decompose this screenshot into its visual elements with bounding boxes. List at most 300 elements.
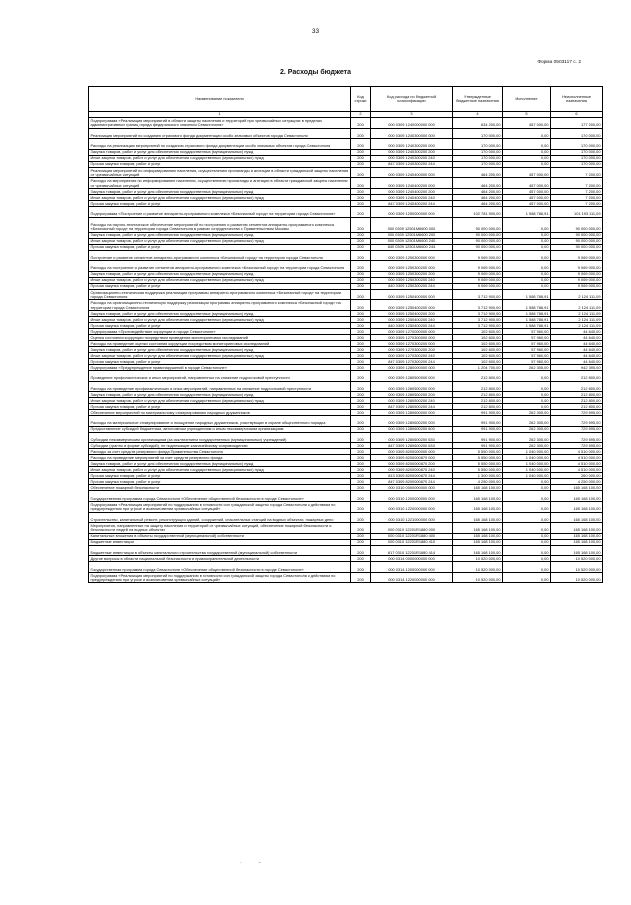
cell-classification-code: 000 0309 1270300000 000 xyxy=(371,334,453,340)
cell-classification-code: 000 0309 1250000000 000 xyxy=(371,206,453,217)
cell-name: Подпрограмма «Реализация мероприятий по поддержанию в готовности сил гражданской защиты города Севастополя к действиям по предупреждению при угрозе и возникновении чрезвычайных ситуаций» xyxy=(89,572,351,583)
cell-classification-code: 840 0309 1250400200 244 xyxy=(371,322,453,328)
cell-line-code: 200 xyxy=(351,283,371,289)
cell-name: Расходы на проведение профилактических и иных мероприятий, направленных на снижение подростковой преступности xyxy=(89,381,351,392)
cell-unexecuted: 2 124 111,09 xyxy=(551,289,603,300)
cell-name: Закупка товаров, работ и услуг для обеспечения государственных (муниципальных) нужд xyxy=(89,271,351,277)
cell-executed: 262 305,00 xyxy=(503,364,551,370)
cell-name: Прочая закупка товаров, работ и услуг xyxy=(89,479,351,485)
cell-approved: 3 712 900,00 xyxy=(453,316,503,322)
cell-classification-code: 000 0309 1270300200 200 xyxy=(371,346,453,352)
cell-name: Прочая закупка товаров, работ и услуг xyxy=(89,200,351,206)
column-number: 1 xyxy=(89,112,351,118)
table-row xyxy=(89,139,603,150)
cell-line-code: 200 xyxy=(351,485,371,491)
cell-approved: 5 550 000,00 xyxy=(453,455,503,461)
cell-name: Оценка состояния коррупции посредством проведения мониторинговых исследований xyxy=(89,334,351,340)
cell-classification-code: 847 0309 1240400200 244 xyxy=(371,200,453,206)
cell-executed: 262 305,00 xyxy=(503,426,551,432)
table-row xyxy=(89,128,603,139)
cell-line-code: 200 xyxy=(351,461,371,467)
cell-approved: 212 800,00 xyxy=(453,370,503,381)
cell-executed: 0,00 xyxy=(503,261,551,272)
cell-unexecuted: 4 510 000,00 xyxy=(551,461,603,467)
cell-executed: 262 305,00 xyxy=(503,432,551,443)
cell-unexecuted: 44 640,00 xyxy=(551,346,603,352)
cell-unexecuted: 942 395,00 xyxy=(551,364,603,370)
cell-classification-code: 847 0309 1240300200 244 xyxy=(371,161,453,167)
cell-approved: 991 900,00 xyxy=(453,416,503,427)
table-row xyxy=(89,501,603,512)
cell-unexecuted: 170 000,00 xyxy=(551,139,603,150)
cell-executed: 0,00 xyxy=(503,244,551,250)
cell-approved: 9 069 000,00 xyxy=(453,261,503,272)
table-row xyxy=(89,118,603,129)
cell-executed: 457 000,00 xyxy=(503,118,551,129)
cell-executed: 0,00 xyxy=(503,539,551,545)
cell-unexecuted: 165 168 100,00 xyxy=(551,512,603,523)
header-line-code: Код строки xyxy=(351,87,371,112)
table-row xyxy=(89,381,603,392)
cell-classification-code: 000 0309 1270300200 240 xyxy=(371,352,453,358)
cell-line-code: 200 xyxy=(351,404,371,410)
cell-classification-code: 840 0309 1250300200 244 xyxy=(371,283,453,289)
cell-unexecuted: 170 000,00 xyxy=(551,155,603,161)
cell-executed: 457 000,00 xyxy=(503,194,551,200)
cell-approved: 991 900,00 xyxy=(453,426,503,432)
cell-classification-code: 000 0309 1250400200 000 xyxy=(371,300,453,311)
cell-executed: 457 000,00 xyxy=(503,188,551,194)
cell-name: Реализация мероприятий по созданию страхового фонда документации особо значимых объектов города Севастополя xyxy=(89,128,351,139)
cell-name: Иные закупки товаров, работ и услуг для обеспечения государственных (муниципальных) нужд xyxy=(89,467,351,473)
cell-approved: 10 520 000,00 xyxy=(453,556,503,562)
cell-classification-code: 000 0310 12201R1880 000 xyxy=(371,523,453,534)
cell-name: Прочая закупка товаров, работ и услуг xyxy=(89,161,351,167)
cell-classification-code: 000 0310 0000000000 000 xyxy=(371,485,453,491)
cell-name: Подпрограмма «Реализация мероприятий по поддержанию в готовности сил гражданской защиты города Севастополя к действиям по предупреждению при угрозе и возникновении чрезвычайных ситуаций» xyxy=(89,501,351,512)
cell-executed: 1 040 000,00 xyxy=(503,467,551,473)
cell-line-code: 200 xyxy=(351,392,371,398)
cell-name: Бюджетные инвестиции в объекты капитального строительства государственной (муниципальной) собственности xyxy=(89,545,351,556)
cell-name: Государственная программа города Севастополя «Обеспечение общественной безопасности в городе Севастополе» xyxy=(89,491,351,502)
cell-executed: 1 040 000,00 xyxy=(503,449,551,455)
cell-classification-code: 847 0309 1280600200 633 xyxy=(371,443,453,449)
cell-unexecuted: 7 200,00 xyxy=(551,167,603,178)
cell-classification-code: 000 0309 1240400200 240 xyxy=(371,194,453,200)
cell-approved: 212 800,00 xyxy=(453,404,503,410)
cell-name: Закупка товаров, работ и услуг для обеспечения государственных (муниципальных) нужд xyxy=(89,310,351,316)
cell-approved: 991 900,00 xyxy=(453,443,503,449)
cell-classification-code: 813 0309 8200000870 244 xyxy=(371,473,453,479)
cell-executed: 0,00 xyxy=(503,392,551,398)
cell-approved: 170 000,00 xyxy=(453,149,503,155)
cell-name: Иные закупки товаров, работ и услуг для обеспечения государственных (муниципальных) нужд xyxy=(89,155,351,161)
cell-executed: 0,00 xyxy=(503,250,551,261)
cell-classification-code: 000 0309 1250300200 000 xyxy=(371,261,453,272)
cell-unexecuted: 729 595,00 xyxy=(551,416,603,427)
cell-approved: 3 712 900,00 xyxy=(453,300,503,311)
cell-unexecuted: 90 000 000,00 xyxy=(551,217,603,232)
cell-line-code: 200 xyxy=(351,328,371,334)
cell-classification-code: 000 0310 12201R1880 410 xyxy=(371,539,453,545)
cell-approved: 3 712 900,00 xyxy=(453,289,503,300)
cell-classification-code: 000 0309 12501М6600 000 xyxy=(371,217,453,232)
cell-classification-code: 000 0309 1250400200 240 xyxy=(371,316,453,322)
cell-line-code: 200 xyxy=(351,206,371,217)
table-row xyxy=(89,300,603,311)
cell-name: Расходы на материальное стимулирование и поощрение народных дружинников, участвующих в охране общественного порядка xyxy=(89,416,351,427)
table-row xyxy=(89,178,603,189)
cell-executed: 262 305,00 xyxy=(503,443,551,449)
cell-executed: 57 960,00 xyxy=(503,346,551,352)
cell-classification-code: 000 0309 1280600200 000 xyxy=(371,416,453,427)
cell-unexecuted: 101 193 111,09 xyxy=(551,206,603,217)
cell-classification-code: 000 0309 8200000870 200 xyxy=(371,461,453,467)
cell-classification-code: 000 0309 1280500200 000 xyxy=(371,381,453,392)
cell-approved: 170 000,00 xyxy=(453,155,503,161)
cell-classification-code: 000 0309 8200000870 240 xyxy=(371,467,453,473)
cell-approved: 5 550 000,00 xyxy=(453,467,503,473)
cell-line-code: 200 xyxy=(351,316,371,322)
cell-classification-code: 840 0309 12501М6600 244 xyxy=(371,244,453,250)
cell-line-code: 200 xyxy=(351,238,371,244)
cell-executed: 0,00 xyxy=(503,277,551,283)
cell-unexecuted: 729 595,00 xyxy=(551,410,603,416)
cell-approved: 212 800,00 xyxy=(453,398,503,404)
cell-approved: 102 781 900,00 xyxy=(453,206,503,217)
cell-unexecuted: 165 168 100,00 xyxy=(551,533,603,539)
cell-executed: 0,00 xyxy=(503,381,551,392)
cell-executed: 262 305,00 xyxy=(503,416,551,427)
cell-name: Строительство, капитальный ремонт, реконструкция зданий, сооружений, спасательных станций на водных объектах, пожарных депо xyxy=(89,512,351,523)
cell-unexecuted: 90 000 000,00 xyxy=(551,244,603,250)
cell-approved: 5 550 000,00 xyxy=(453,449,503,455)
cell-name: Прочая закупка товаров, работ и услуг xyxy=(89,404,351,410)
cell-unexecuted: 2 124 111,09 xyxy=(551,300,603,311)
cell-unexecuted: 7 200,00 xyxy=(551,194,603,200)
cell-name: Расходы на научно-техническое обеспечение мероприятий по построению и развитию сегментов аппаратно-программного комплекса «Безопасный город» на территории города Севастополя в рамках сотрудничества с Правительством Москвы xyxy=(89,217,351,232)
cell-classification-code: 000 0310 1200000000 000 xyxy=(371,491,453,502)
cell-name: Подпрограмма «Построение и развитие аппаратно-программного комплекса «Безопасный город» на территории города Севастополя» xyxy=(89,206,351,217)
cell-line-code: 200 xyxy=(351,261,371,272)
cell-approved: 9 069 000,00 xyxy=(453,277,503,283)
cell-unexecuted: 2 124 111,09 xyxy=(551,310,603,316)
cell-unexecuted: 260 000,00 xyxy=(551,473,603,479)
cell-name: Прочая закупка товаров, работ и услуг xyxy=(89,283,351,289)
table-row xyxy=(89,432,603,443)
form-code: Форма 0503117 с. 2 xyxy=(537,60,581,65)
cell-approved: 1 204 700,00 xyxy=(453,364,503,370)
cell-line-code: 200 xyxy=(351,118,371,129)
cell-line-code: 200 xyxy=(351,479,371,485)
cell-unexecuted: 4 250 000,00 xyxy=(551,479,603,485)
cell-classification-code: 000 0309 1270300200 000 xyxy=(371,340,453,346)
cell-line-code: 200 xyxy=(351,167,371,178)
cell-approved: 102 600,00 xyxy=(453,352,503,358)
cell-executed: 0,00 xyxy=(503,404,551,410)
column-number: 4 xyxy=(453,112,503,118)
cell-classification-code: 847 0309 8200000870 244 xyxy=(371,479,453,485)
table-row xyxy=(89,370,603,381)
cell-executed: 1 588 788,91 xyxy=(503,316,551,322)
cell-executed: 0,00 xyxy=(503,485,551,491)
cell-approved: 165 168 100,00 xyxy=(453,545,503,556)
cell-classification-code: 000 0309 1280500200 240 xyxy=(371,398,453,404)
cell-unexecuted: 2 124 111,09 xyxy=(551,322,603,328)
cell-classification-code: 817 0310 12201R1880 414 xyxy=(371,545,453,556)
cell-unexecuted: 165 168 100,00 xyxy=(551,501,603,512)
cell-unexecuted: 4 510 000,00 xyxy=(551,467,603,473)
cell-line-code: 200 xyxy=(351,443,371,449)
cell-executed: 0,00 xyxy=(503,533,551,539)
cell-executed: 0,00 xyxy=(503,491,551,502)
cell-line-code: 200 xyxy=(351,300,371,311)
cell-line-code: 200 xyxy=(351,155,371,161)
cell-unexecuted: 10 520 000,00 xyxy=(551,562,603,573)
cell-classification-code: 000 0309 1270000000 000 xyxy=(371,328,453,334)
cell-name: Расходы на проведение мероприятий за счет средств резервного фонда xyxy=(89,455,351,461)
cell-approved: 3 712 900,00 xyxy=(453,322,503,328)
cell-approved: 991 900,00 xyxy=(453,432,503,443)
cell-name: Обеспечение пожарной безопасности xyxy=(89,485,351,491)
cell-executed: 0,00 xyxy=(503,479,551,485)
cell-classification-code: 000 0309 1240300200 200 xyxy=(371,149,453,155)
header-name: Наименование показателя xyxy=(89,87,351,112)
cell-line-code: 200 xyxy=(351,358,371,364)
cell-executed: 57 960,00 xyxy=(503,352,551,358)
cell-executed: 1 588 788,91 xyxy=(503,289,551,300)
cell-executed: 1 588 788,91 xyxy=(503,322,551,328)
cell-unexecuted: 44 640,00 xyxy=(551,334,603,340)
table-row xyxy=(89,261,603,272)
cell-classification-code: 000 0309 1250300000 000 xyxy=(371,250,453,261)
cell-line-code: 200 xyxy=(351,432,371,443)
cell-line-code: 200 xyxy=(351,426,371,432)
cell-executed: 0,00 xyxy=(503,149,551,155)
cell-line-code: 200 xyxy=(351,244,371,250)
cell-approved: 3 712 900,00 xyxy=(453,310,503,316)
footer-marks: · - xyxy=(240,860,261,866)
cell-line-code: 200 xyxy=(351,491,371,502)
cell-unexecuted: 10 520 000,00 xyxy=(551,556,603,562)
cell-unexecuted: 9 069 000,00 xyxy=(551,277,603,283)
cell-line-code: 200 xyxy=(351,322,371,328)
cell-approved: 90 000 000,00 xyxy=(453,238,503,244)
cell-name: Расходы на организационно-техническую поддержку реализации программы аппаратно-программного комплекса «Безопасный город» на территории города Севастополя xyxy=(89,300,351,311)
cell-name: Закупка товаров, работ и услуг для обеспечения государственных (муниципальных) нужд xyxy=(89,461,351,467)
cell-line-code: 200 xyxy=(351,250,371,261)
cell-line-code: 200 xyxy=(351,449,371,455)
cell-name: Государственная программа города Севастополя «Обеспечение общественной безопасности в городе Севастополе» xyxy=(89,562,351,573)
cell-unexecuted: 165 168 100,00 xyxy=(551,545,603,556)
cell-line-code: 200 xyxy=(351,334,371,340)
table-row xyxy=(89,512,603,523)
cell-approved: 9 069 000,00 xyxy=(453,271,503,277)
cell-approved: 102 600,00 xyxy=(453,334,503,340)
cell-unexecuted: 9 069 000,00 xyxy=(551,261,603,272)
cell-approved: 1 300 000,00 xyxy=(453,473,503,479)
cell-name: Закупка товаров, работ и услуг для обеспечения государственных (муниципальных) нужд xyxy=(89,149,351,155)
cell-classification-code: 000 0309 1240400200 200 xyxy=(371,188,453,194)
cell-line-code: 200 xyxy=(351,232,371,238)
table-row xyxy=(89,545,603,556)
cell-unexecuted: 44 640,00 xyxy=(551,328,603,334)
cell-name: Субсидии (гранты в форме субсидий), не подлежащие казначейскому сопровождению xyxy=(89,443,351,449)
cell-approved: 102 600,00 xyxy=(453,358,503,364)
cell-approved: 5 550 000,00 xyxy=(453,461,503,467)
cell-name: Иные закупки товаров, работ и услуг для обеспечения государственных (муниципальных) нужд xyxy=(89,238,351,244)
cell-name: Закупка товаров, работ и услуг для обеспечения государственных (муниципальных) нужд xyxy=(89,232,351,238)
cell-classification-code: 000 0309 1250400000 000 xyxy=(371,289,453,300)
cell-line-code: 200 xyxy=(351,473,371,479)
cell-approved: 634 200,00 xyxy=(453,118,503,129)
cell-classification-code: 000 0309 1240400000 000 xyxy=(371,167,453,178)
cell-line-code: 200 xyxy=(351,545,371,556)
cell-line-code: 200 xyxy=(351,149,371,155)
cell-name: Иные закупки товаров, работ и услуг для обеспечения государственных (муниципальных) нужд xyxy=(89,194,351,200)
cell-approved: 464 200,00 xyxy=(453,188,503,194)
cell-line-code: 200 xyxy=(351,562,371,573)
cell-line-code: 200 xyxy=(351,381,371,392)
cell-classification-code: 000 0314 0000000000 000 xyxy=(371,556,453,562)
cell-executed: 1 040 000,00 xyxy=(503,473,551,479)
cell-approved: 165 168 100,00 xyxy=(453,539,503,545)
cell-approved: 9 069 000,00 xyxy=(453,250,503,261)
cell-unexecuted: 90 000 000,00 xyxy=(551,238,603,244)
cell-approved: 170 000,00 xyxy=(453,161,503,167)
cell-line-code: 200 xyxy=(351,217,371,232)
cell-executed: 0,00 xyxy=(503,523,551,534)
cell-name: Прочая закупка товаров, работ и услуг xyxy=(89,473,351,479)
cell-unexecuted: 212 800,00 xyxy=(551,381,603,392)
cell-classification-code: 000 0309 1280600200 600 xyxy=(371,426,453,432)
cell-approved: 4 250 000,00 xyxy=(453,479,503,485)
cell-executed: 0,00 xyxy=(503,238,551,244)
cell-name: Иные закупки товаров, работ и услуг для обеспечения государственных (муниципальных) нужд xyxy=(89,316,351,322)
cell-executed: 0,00 xyxy=(503,370,551,381)
cell-executed: 0,00 xyxy=(503,128,551,139)
cell-executed: 57 960,00 xyxy=(503,358,551,364)
cell-unexecuted: 2 124 111,09 xyxy=(551,316,603,322)
cell-line-code: 200 xyxy=(351,512,371,523)
cell-name: Прочая закупка товаров, работ и услуг xyxy=(89,358,351,364)
cell-line-code: 200 xyxy=(351,352,371,358)
cell-unexecuted: 212 800,00 xyxy=(551,404,603,410)
table-row xyxy=(89,416,603,427)
cell-unexecuted: 212 800,00 xyxy=(551,398,603,404)
table-row xyxy=(89,206,603,217)
cell-classification-code: 000 0309 8200000870 000 xyxy=(371,455,453,461)
cell-name: Мероприятия, направленные на защиту населения и территорий от чрезвычайных ситуаций, обеспечение пожарной безопасности и безопасности людей на водных объектах xyxy=(89,523,351,534)
cell-classification-code: 000 0309 12501М6600 240 xyxy=(371,238,453,244)
cell-line-code: 200 xyxy=(351,572,371,583)
cell-name: Другие вопросы в области национальной безопасности и правоохранительной деятельности xyxy=(89,556,351,562)
cell-classification-code: 000 0309 1250300200 200 xyxy=(371,271,453,277)
cell-unexecuted: 177 200,00 xyxy=(551,118,603,129)
cell-classification-code: 000 0310 1220000000 000 xyxy=(371,501,453,512)
cell-line-code: 200 xyxy=(351,178,371,189)
cell-executed: 0,00 xyxy=(503,545,551,556)
cell-line-code: 200 xyxy=(351,161,371,167)
cell-approved: 165 168 100,00 xyxy=(453,533,503,539)
cell-approved: 165 168 100,00 xyxy=(453,485,503,491)
cell-unexecuted: 4 510 000,00 xyxy=(551,449,603,455)
cell-name: Реализация мероприятий по информированию населения, осуществлению пропаганды и агитации в области гражданской защиты населения от чрезвычайных ситуаций xyxy=(89,167,351,178)
cell-executed: 57 960,00 xyxy=(503,334,551,340)
cell-classification-code: 000 0310 12201R1880 400 xyxy=(371,533,453,539)
cell-line-code: 200 xyxy=(351,556,371,562)
cell-name: Иные закупки товаров, работ и услуг для обеспечения государственных (муниципальных) нужд xyxy=(89,277,351,283)
cell-approved: 212 800,00 xyxy=(453,392,503,398)
cell-name: Подпрограмма «Реализация мероприятий в области защиты населения и территорий при чрезвычайных ситуациях в пределах административных границ города федерального значения Севастополя» xyxy=(89,118,351,129)
cell-line-code: 200 xyxy=(351,139,371,150)
cell-line-code: 200 xyxy=(351,346,371,352)
cell-classification-code: 000 0314 1220000000 000 xyxy=(371,572,453,583)
cell-name: Подпрограмма «Предупреждение правонарушений в городе Севастополе» xyxy=(89,364,351,370)
cell-unexecuted: 165 168 100,00 xyxy=(551,539,603,545)
cell-unexecuted: 729 595,00 xyxy=(551,426,603,432)
column-number: 5 xyxy=(503,112,551,118)
cell-classification-code: 000 0310 1221000000 000 xyxy=(371,512,453,523)
cell-approved: 464 200,00 xyxy=(453,167,503,178)
cell-approved: 10 520 000,00 xyxy=(453,572,503,583)
cell-unexecuted: 212 800,00 xyxy=(551,392,603,398)
cell-line-code: 200 xyxy=(351,271,371,277)
cell-approved: 170 000,00 xyxy=(453,139,503,150)
cell-classification-code: 000 0309 1280000000 000 xyxy=(371,364,453,370)
cell-name: Закупка товаров, работ и услуг для обеспечения государственных (муниципальных) нужд xyxy=(89,188,351,194)
cell-approved: 90 000 000,00 xyxy=(453,217,503,232)
cell-approved: 165 168 100,00 xyxy=(453,512,503,523)
header-unexecuted: Неисполненные назначения xyxy=(551,87,603,112)
cell-name: Расходы на реализацию мероприятий по созданию страхового фонда документации особо значимых объектов города Севастополя xyxy=(89,139,351,150)
cell-approved: 102 600,00 xyxy=(453,340,503,346)
cell-name: Бюджетные инвестиции xyxy=(89,539,351,545)
cell-classification-code: 000 0309 1240000000 000 xyxy=(371,118,453,129)
cell-executed: 0,00 xyxy=(503,232,551,238)
cell-approved: 90 000 000,00 xyxy=(453,244,503,250)
cell-unexecuted: 165 168 100,00 xyxy=(551,523,603,534)
cell-executed: 0,00 xyxy=(503,501,551,512)
column-number: 6 xyxy=(551,112,603,118)
cell-classification-code: 000 0309 1280600200 630 xyxy=(371,432,453,443)
cell-executed: 1 588 788,91 xyxy=(503,300,551,311)
cell-name: Расходы на проведение оценки состояния коррупции посредством мониторинговых исследований xyxy=(89,340,351,346)
cell-unexecuted: 170 000,00 xyxy=(551,149,603,155)
cell-executed: 0,00 xyxy=(503,572,551,583)
cell-classification-code: 000 0309 1240400200 000 xyxy=(371,178,453,189)
cell-line-code: 200 xyxy=(351,370,371,381)
cell-unexecuted: 9 069 000,00 xyxy=(551,271,603,277)
cell-executed: 57 960,00 xyxy=(503,328,551,334)
cell-unexecuted: 7 200,00 xyxy=(551,188,603,194)
cell-executed: 0,00 xyxy=(503,139,551,150)
cell-name: Капитальные вложения в объекты государственной (муниципальной) собственности xyxy=(89,533,351,539)
cell-classification-code: 000 0309 1280500000 000 xyxy=(371,370,453,381)
cell-approved: 165 168 100,00 xyxy=(453,523,503,534)
cell-classification-code: 000 0309 1240300200 000 xyxy=(371,139,453,150)
cell-name: Проведение профилактических и иных мероприятий, направленных на снижение подростковой преступности xyxy=(89,370,351,381)
cell-line-code: 200 xyxy=(351,194,371,200)
cell-approved: 212 800,00 xyxy=(453,381,503,392)
cell-executed: 0,00 xyxy=(503,556,551,562)
column-number: 2 xyxy=(351,112,371,118)
cell-unexecuted: 729 595,00 xyxy=(551,443,603,449)
cell-line-code: 200 xyxy=(351,416,371,427)
cell-executed: 0,00 xyxy=(503,512,551,523)
section-title: 2. Расходы бюджета xyxy=(280,69,351,76)
cell-name: Иные закупки товаров, работ и услуг для обеспечения государственных (муниципальных) нужд xyxy=(89,352,351,358)
